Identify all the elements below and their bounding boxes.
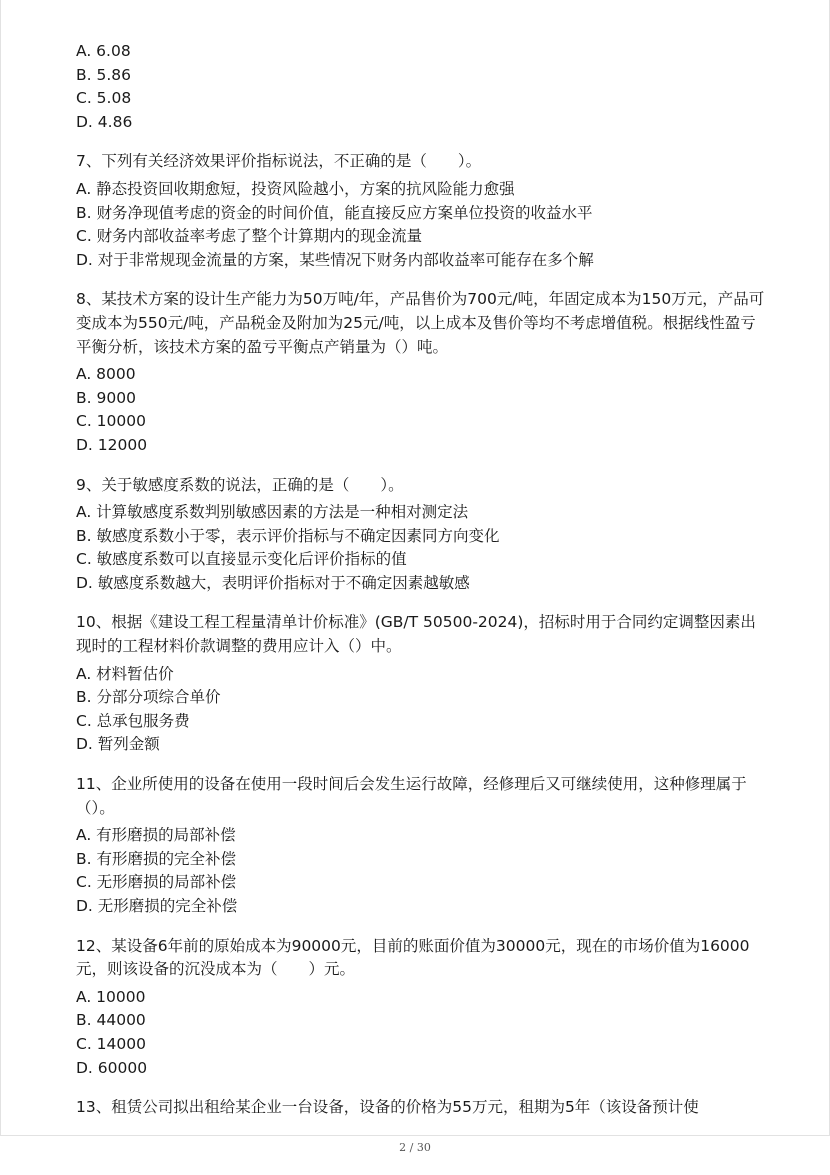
question-13 [76,1096,766,1120]
option-d: D. 敏感度系数越大，表明评价指标对于不确定因素越敏感 [76,573,470,592]
question-stem: 9、关于敏感度系数的说法，正确的是（ ）。 [76,475,404,494]
option-a: A. 10000 [76,987,146,1006]
question-10 [76,611,766,757]
option-b: B. 敏感度系数小于零，表示评价指标与不确定因素同方向变化 [76,526,500,545]
question-7 [76,150,766,272]
option-a: A. 有形磨损的局部补偿 [76,826,236,845]
option-c: C. 无形磨损的局部补偿 [76,873,237,892]
page-indicator: 2 / 30 [399,1141,431,1154]
option-c: C. 14000 [76,1034,146,1053]
option-c: C. 敏感度系数可以直接显示变化后评价指标的值 [76,550,407,569]
question-9 [76,474,766,596]
option-a: A. 计算敏感度系数判别敏感因素的方法是一种相对测定法 [76,503,469,522]
option-b: B. 5.86 [76,65,131,84]
question-stem: 11、企业所使用的设备在使用一段时间后会发生运行故障，经修理后又可继续使用，这种修理属于（）。 [76,775,747,817]
option-c: C. 总承包服务费 [76,711,190,730]
question-stem: 12、某设备6年前的原始成本为90000元，目前的账面价值为30000元，现在的市场价值为16000元，则该设备的沉没成本为（ ）元。 [76,936,750,979]
option-d: D. 60000 [76,1058,148,1077]
option-d: D. 无形磨损的完全补偿 [76,897,238,915]
page-content [76,40,766,1124]
option-b: B. 有形磨损的完全补偿 [76,849,236,868]
option-d: D. 对于非常规现金流量的方案，某些情况下财务内部收益率可能存在多个解 [76,250,594,269]
option-a: A. 8000 [76,365,136,384]
option-a: A. 静态投资回收期愈短，投资风险越小，方案的抗风险能力愈强 [76,179,515,198]
question-stem: 13、租赁公司拟出租给某企业一台设备，设备的价格为55万元，租期为5年（该设备预计使 [76,1098,699,1117]
option-d: D. 4.86 [76,112,133,131]
option-a: A. 6.08 [76,42,131,60]
option-a: A. 材料暂估价 [76,664,174,683]
option-c: C. 10000 [76,412,146,431]
question-stem: 8、某技术方案的设计生产能力为50万吨/年，产品售价为700元/吨，年固定成本为150万元，产品可变成本为550元/吨，产品税金及附加为25元/吨，以上成本及售价等均不考虑增值税。根据线性盈亏平衡分析，该技术方案的盈亏平衡点产销量为（）吨。 [76,290,765,356]
question-stem: 7、下列有关经济效果评价指标说法，不正确的是（ ）。 [76,152,482,171]
previous-question-options [76,40,766,134]
question-11 [76,773,766,919]
option-d: D. 暂列金额 [76,735,160,754]
option-d: D. 12000 [76,435,148,454]
question-8 [76,288,766,457]
question-stem: 10、根据《建设工程工程量清单计价标准》(GB/T 50500-2024)，招标时用于合同约定调整因素出现时的工程材料价款调整的费用应计入（）中。 [76,613,756,656]
option-b: B. 9000 [76,388,136,407]
option-c: C. 财务内部收益率考虑了整个计算期内的现金流量 [76,227,423,246]
option-b: B. 44000 [76,1011,146,1030]
option-b: B. 分部分项综合单价 [76,688,221,707]
option-c: C. 5.08 [76,89,132,108]
question-12 [76,935,766,1081]
option-b: B. 财务净现值考虑的资金的时间价值，能直接反应方案单位投资的收益水平 [76,203,593,222]
